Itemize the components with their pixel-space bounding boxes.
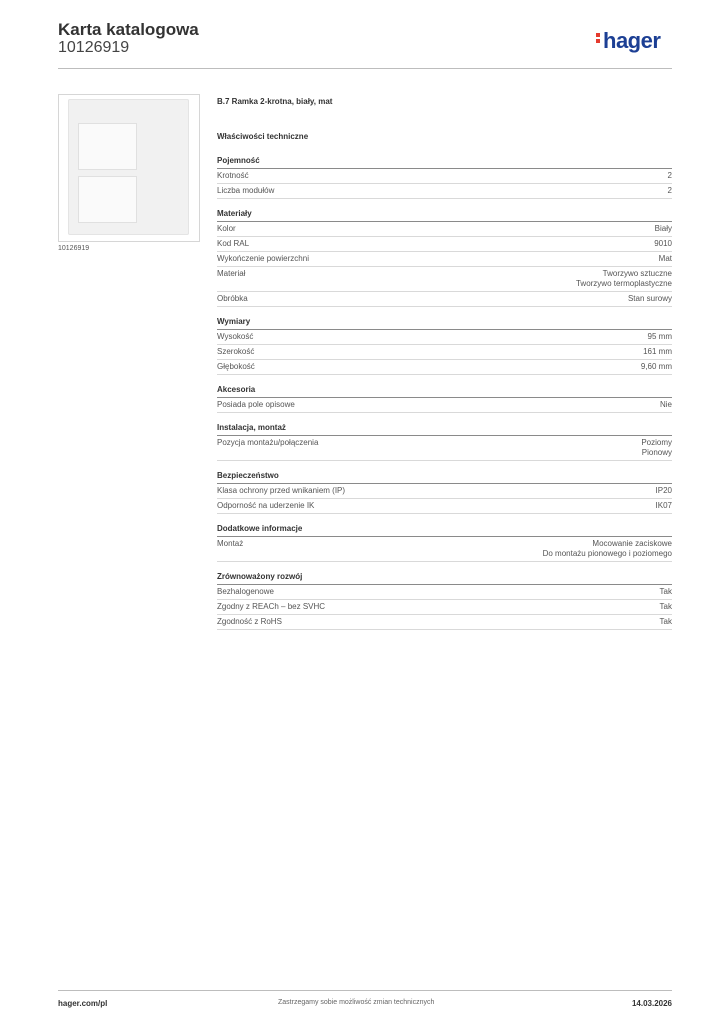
spec-label: Wykończenie powierzchni bbox=[217, 254, 309, 263]
spec-row bbox=[217, 615, 672, 630]
spec-value-line: Tworzywo sztuczne bbox=[602, 269, 672, 278]
section-title: Bezpieczeństwo bbox=[217, 471, 672, 484]
spec-value bbox=[655, 224, 672, 234]
section-title: Pojemność bbox=[217, 156, 672, 169]
spec-value bbox=[668, 186, 672, 196]
product-title: B.7 Ramka 2-krotna, biały, mat bbox=[217, 97, 333, 106]
spec-section bbox=[217, 209, 672, 307]
frame-opening-top bbox=[78, 123, 137, 170]
image-caption: 10126919 bbox=[58, 245, 90, 252]
spec-label: Materiał bbox=[217, 269, 246, 278]
spec-section bbox=[217, 423, 672, 461]
spec-value bbox=[641, 438, 672, 458]
spec-value-line: 161 mm bbox=[643, 347, 672, 356]
spec-label: Kod RAL bbox=[217, 239, 250, 248]
spec-value bbox=[641, 362, 672, 372]
spec-section bbox=[217, 385, 672, 413]
spec-label: Szerokość bbox=[217, 347, 255, 356]
spec-value bbox=[660, 587, 672, 597]
section-title: Dodatkowe informacje bbox=[217, 524, 672, 537]
spec-value-line: Tak bbox=[659, 617, 672, 626]
spec-label: Montaż bbox=[217, 539, 244, 548]
hager-logo bbox=[596, 28, 660, 54]
spec-value bbox=[660, 400, 672, 410]
logo-dots-icon bbox=[596, 33, 601, 45]
frame-illustration bbox=[68, 99, 189, 235]
spec-row bbox=[217, 600, 672, 615]
spec-label: Zgodność z RoHS bbox=[217, 617, 282, 626]
spec-row bbox=[217, 237, 672, 252]
spec-row bbox=[217, 345, 672, 360]
footer-disclaimer: Zastrzegamy sobie możliwość zmian technicznych bbox=[278, 999, 435, 1006]
spec-label: Obróbka bbox=[217, 294, 248, 303]
spec-value-line: 9,60 mm bbox=[640, 362, 672, 371]
spec-value bbox=[628, 294, 672, 304]
spec-value-line: Nie bbox=[659, 400, 672, 409]
footer-website: hager.com/pl bbox=[58, 999, 108, 1008]
spec-section bbox=[217, 156, 672, 199]
spec-value-line: Pionowy bbox=[641, 448, 672, 457]
spec-row bbox=[217, 169, 672, 184]
spec-label: Odporność na uderzenie IK bbox=[217, 501, 315, 510]
spec-row bbox=[217, 330, 672, 345]
spec-label: Krotność bbox=[217, 171, 249, 180]
spec-value-line: Stan surowy bbox=[627, 294, 672, 303]
spec-row bbox=[217, 222, 672, 237]
section-title: Akcesoria bbox=[217, 385, 672, 398]
spec-value-line: 95 mm bbox=[647, 332, 672, 341]
spec-value-line: Biały bbox=[654, 224, 672, 233]
product-image bbox=[58, 94, 200, 242]
spec-label: Pozycja montażu/połączenia bbox=[217, 438, 319, 447]
spec-value-line: IP20 bbox=[655, 486, 672, 495]
spec-section bbox=[217, 471, 672, 514]
spec-row bbox=[217, 499, 672, 514]
spec-row bbox=[217, 184, 672, 199]
section-title: Instalacja, montaż bbox=[217, 423, 672, 436]
spec-row bbox=[217, 252, 672, 267]
section-title: Materiały bbox=[217, 209, 672, 222]
header-divider bbox=[58, 68, 672, 69]
spec-value-line: Mat bbox=[658, 254, 672, 263]
spec-value bbox=[643, 347, 672, 357]
spec-row bbox=[217, 267, 672, 292]
spec-value bbox=[660, 617, 672, 627]
spec-value bbox=[668, 171, 672, 181]
spec-content bbox=[217, 97, 672, 640]
spec-label: Głębokość bbox=[217, 362, 255, 371]
spec-value bbox=[648, 332, 672, 342]
tech-properties-heading: Właściwości techniczne bbox=[217, 132, 309, 141]
frame-opening-bottom bbox=[78, 176, 137, 223]
spec-section bbox=[217, 317, 672, 375]
spec-value-line: 9010 bbox=[654, 239, 672, 248]
spec-section bbox=[217, 524, 672, 562]
spec-row bbox=[217, 360, 672, 375]
spec-row bbox=[217, 398, 672, 413]
spec-value bbox=[654, 239, 672, 249]
spec-label: Kolor bbox=[217, 224, 236, 233]
footer-date: 14.03.2026 bbox=[631, 999, 672, 1008]
spec-value bbox=[656, 486, 672, 496]
logo-text: hager bbox=[603, 28, 661, 53]
spec-value-line: IK07 bbox=[655, 501, 672, 510]
spec-label: Posiada pole opisowe bbox=[217, 400, 295, 409]
spec-label: Bezhalogenowe bbox=[217, 587, 274, 596]
spec-value bbox=[576, 269, 672, 289]
spec-value bbox=[659, 254, 672, 264]
spec-value bbox=[543, 539, 672, 559]
spec-row bbox=[217, 585, 672, 600]
spec-value-line: 2 bbox=[667, 171, 672, 180]
spec-value-line: Poziomy bbox=[641, 438, 672, 447]
footer-divider bbox=[58, 990, 672, 991]
spec-value bbox=[660, 602, 672, 612]
spec-value-line: Tak bbox=[659, 587, 672, 596]
spec-row bbox=[217, 436, 672, 461]
spec-label: Liczba modułów bbox=[217, 186, 275, 195]
spec-value bbox=[656, 501, 672, 511]
spec-row bbox=[217, 292, 672, 307]
spec-row bbox=[217, 537, 672, 562]
spec-value-line: Mocowanie zaciskowe bbox=[592, 539, 672, 548]
spec-label: Zgodny z REACh – bez SVHC bbox=[217, 602, 326, 611]
section-title: Zrównoważony rozwój bbox=[217, 572, 672, 585]
spec-label: Klasa ochrony przed wnikaniem (IP) bbox=[217, 486, 346, 495]
spec-row bbox=[217, 484, 672, 499]
section-title: Wymiary bbox=[217, 317, 672, 330]
spec-value-line: Tak bbox=[659, 602, 672, 611]
spec-value-line: 2 bbox=[667, 186, 672, 195]
spec-section bbox=[217, 572, 672, 630]
page-title: Karta katalogowa bbox=[58, 20, 199, 39]
spec-label: Wysokość bbox=[217, 332, 254, 341]
spec-value-line: Tworzywo termoplastyczne bbox=[575, 279, 672, 288]
spec-sections bbox=[217, 156, 672, 630]
spec-value-line: Do montażu pionowego i poziomego bbox=[542, 549, 672, 558]
catalog-number: 10126919 bbox=[58, 39, 130, 56]
